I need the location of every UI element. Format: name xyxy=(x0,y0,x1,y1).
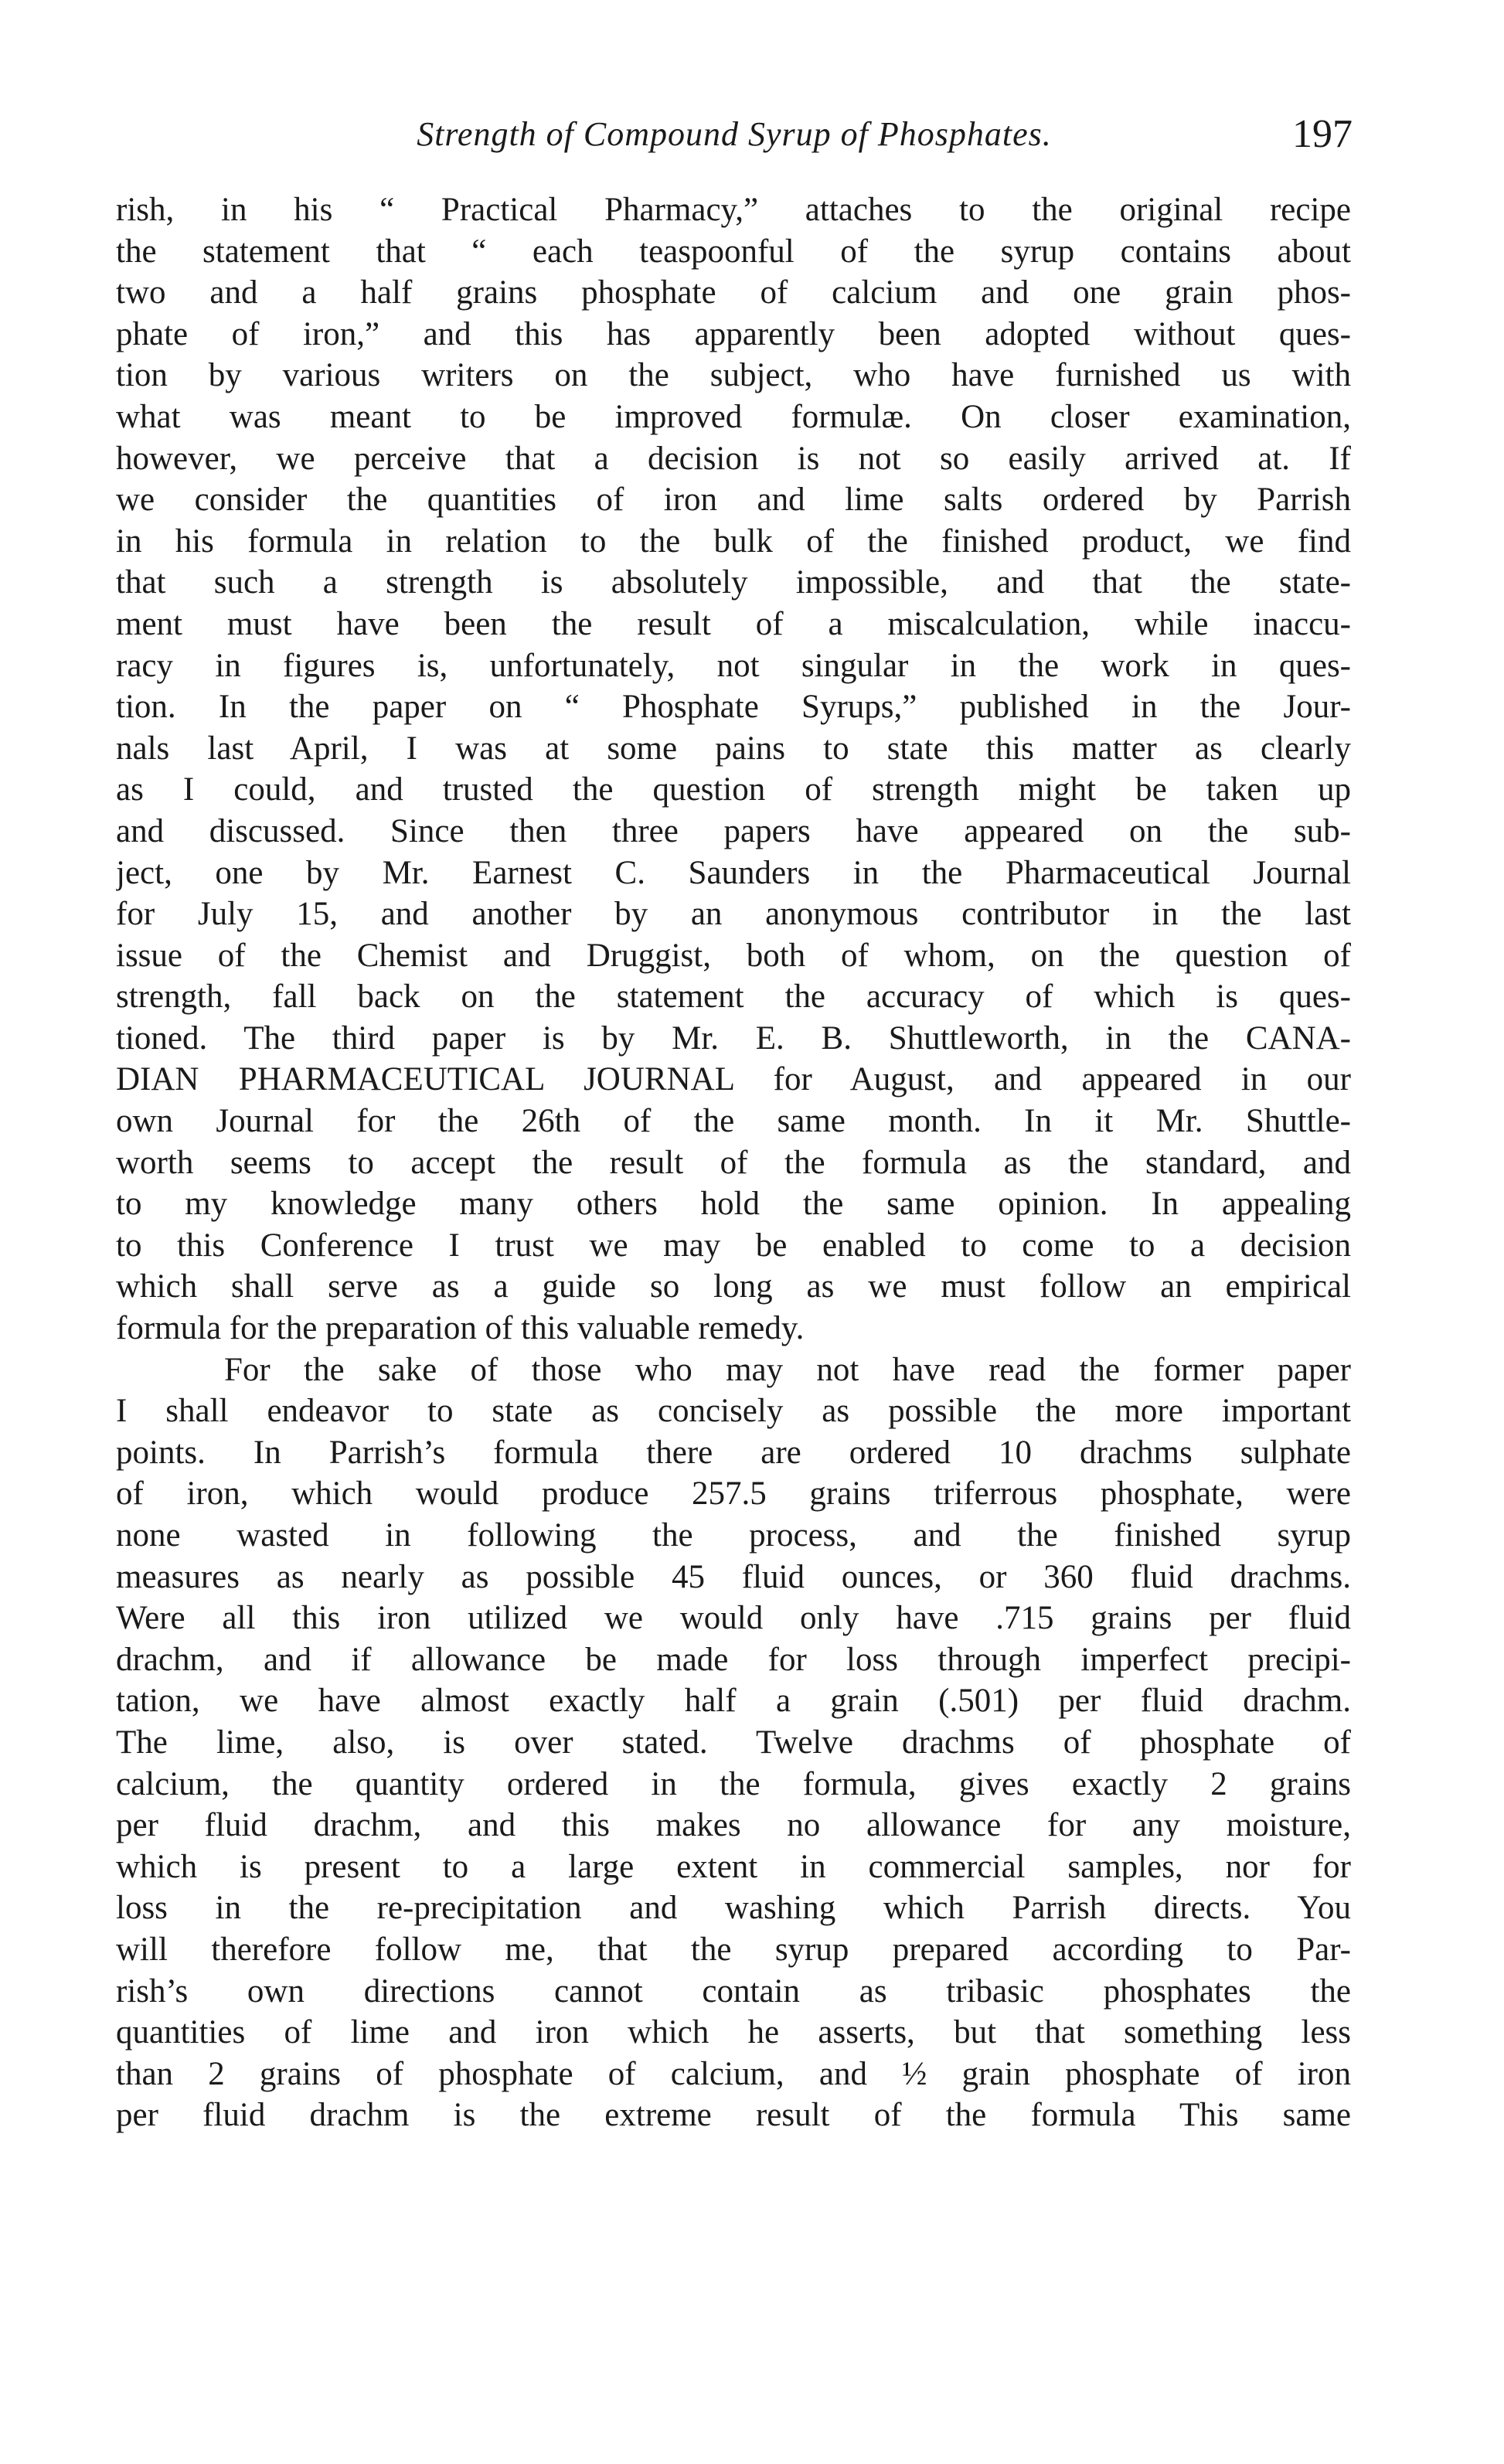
text-line: of iron, which would produce 257.5 grains triferrous phosphate, were xyxy=(116,1475,1351,1513)
text-line: Were all this iron utilized we would only have .715 grains per fluid xyxy=(116,1600,1351,1637)
text-line: drachm, and if allowance be made for loss through imperfect precipi- xyxy=(116,1641,1351,1678)
text-line: tion by various writers on the subject, who have furnished us with xyxy=(116,357,1351,394)
text-line: issue of the Chemist and Druggist, both of whom, on the question of xyxy=(116,937,1351,974)
text-line: the statement that “ each teaspoonful of the syrup contains about xyxy=(116,233,1351,270)
text-line: we consider the quantities of iron and lime salts ordered by Parrish xyxy=(116,482,1351,519)
text-line: racy in figures is, unfortunately, not singular in the work in ques- xyxy=(116,647,1351,684)
text-line: none wasted in following the process, and the finished syrup xyxy=(116,1517,1351,1554)
text-line: For the sake of those who may not have read the former paper xyxy=(224,1351,1351,1388)
text-line: The lime, also, is over stated. Twelve drachms of phosphate of xyxy=(116,1724,1351,1761)
text-line: to my knowledge many others hold the same opinion. In appealing xyxy=(116,1186,1351,1223)
text-line: worth seems to accept the result of the formula as the standard, and xyxy=(116,1144,1351,1181)
text-line: which is present to a large extent in commercial samples, nor for xyxy=(116,1848,1351,1885)
text-line: strength, fall back on the statement the accuracy of which is ques- xyxy=(116,978,1351,1016)
text-line: phate of iron,” and this has apparently been adopted without ques- xyxy=(116,315,1351,352)
text-line: DIAN PHARMACEUTICAL JOURNAL for August, and appeared in our xyxy=(116,1061,1351,1098)
text-line: which shall serve as a guide so long as we must follow an empirical xyxy=(116,1268,1351,1305)
text-line: tioned. The third paper is by Mr. E. B. Shuttleworth, in the CANA- xyxy=(116,1019,1351,1057)
text-line: than 2 grains of phosphate of calcium, and ½ grain phosphate of iron xyxy=(116,2055,1351,2092)
text-line: points. In Parrish’s formula there are ordered 10 drachms sulphate xyxy=(116,1434,1351,1471)
text-line: calcium, the quantity ordered in the formula, gives exactly 2 grains xyxy=(116,1765,1351,1802)
text-line: tation, we have almost exactly half a grain (.501) per fluid drachm. xyxy=(116,1683,1351,1720)
body-text xyxy=(116,189,1351,2136)
text-line: tion. In the paper on “ Phosphate Syrups,” published in the Jour- xyxy=(116,689,1351,726)
running-head xyxy=(116,114,1353,168)
text-line: two and a half grains phosphate of calcium and one grain phos- xyxy=(116,274,1351,311)
text-line: quantities of lime and iron which he asserts, but that something less xyxy=(116,2014,1351,2051)
text-line: I shall endeavor to state as concisely as possible the more important xyxy=(116,1393,1351,1430)
text-line: for July 15, and another by an anonymous contributor in the last xyxy=(116,896,1351,933)
text-line: to this Conference I trust we may be enabled to come to a decision xyxy=(116,1227,1351,1264)
text-line: however, we perceive that a decision is not so easily arrived at. If xyxy=(116,440,1351,477)
text-line: formula for the preparation of this valuable remedy. xyxy=(116,1310,805,1347)
text-line: per fluid drachm, and this makes no allowance for any moisture, xyxy=(116,1807,1351,1844)
text-line: measures as nearly as possible 45 fluid ounces, or 360 fluid drachms. xyxy=(116,1558,1351,1595)
text-line: what was meant to be improved formulæ. On closer examination, xyxy=(116,398,1351,435)
running-title: Strength of Compound Syrup of Phosphates. xyxy=(417,115,1052,153)
text-line: will therefore follow me, that the syrup prepared according to Par- xyxy=(116,1931,1351,1968)
text-line: per fluid drachm is the extreme result of the formula This same xyxy=(116,2097,1351,2134)
text-line: rish’s own directions cannot contain as tribasic phosphates the xyxy=(116,1972,1351,2010)
text-line: own Journal for the 26th of the same month. In it Mr. Shuttle- xyxy=(116,1103,1351,1140)
text-line: and discussed. Since then three papers have appeared on the sub- xyxy=(116,812,1351,849)
page-number: 197 xyxy=(1292,112,1353,156)
text-line: as I could, and trusted the question of strength might be taken up xyxy=(116,771,1351,808)
text-line: that such a strength is absolutely impossible, and that the state- xyxy=(116,564,1351,601)
text-line: ject, one by Mr. Earnest C. Saunders in the Pharmaceutical Journal xyxy=(116,854,1351,891)
text-line: ment must have been the result of a miscalculation, while inaccu- xyxy=(116,605,1351,642)
text-line: nals last April, I was at some pains to state this matter as clearly xyxy=(116,730,1351,767)
text-line: in his formula in relation to the bulk of the finished product, we find xyxy=(116,522,1351,560)
text-line: loss in the re-precipitation and washing which Parrish directs. You xyxy=(116,1890,1351,1927)
text-line: rish, in his “ Practical Pharmacy,” attaches to the original recipe xyxy=(116,192,1351,228)
